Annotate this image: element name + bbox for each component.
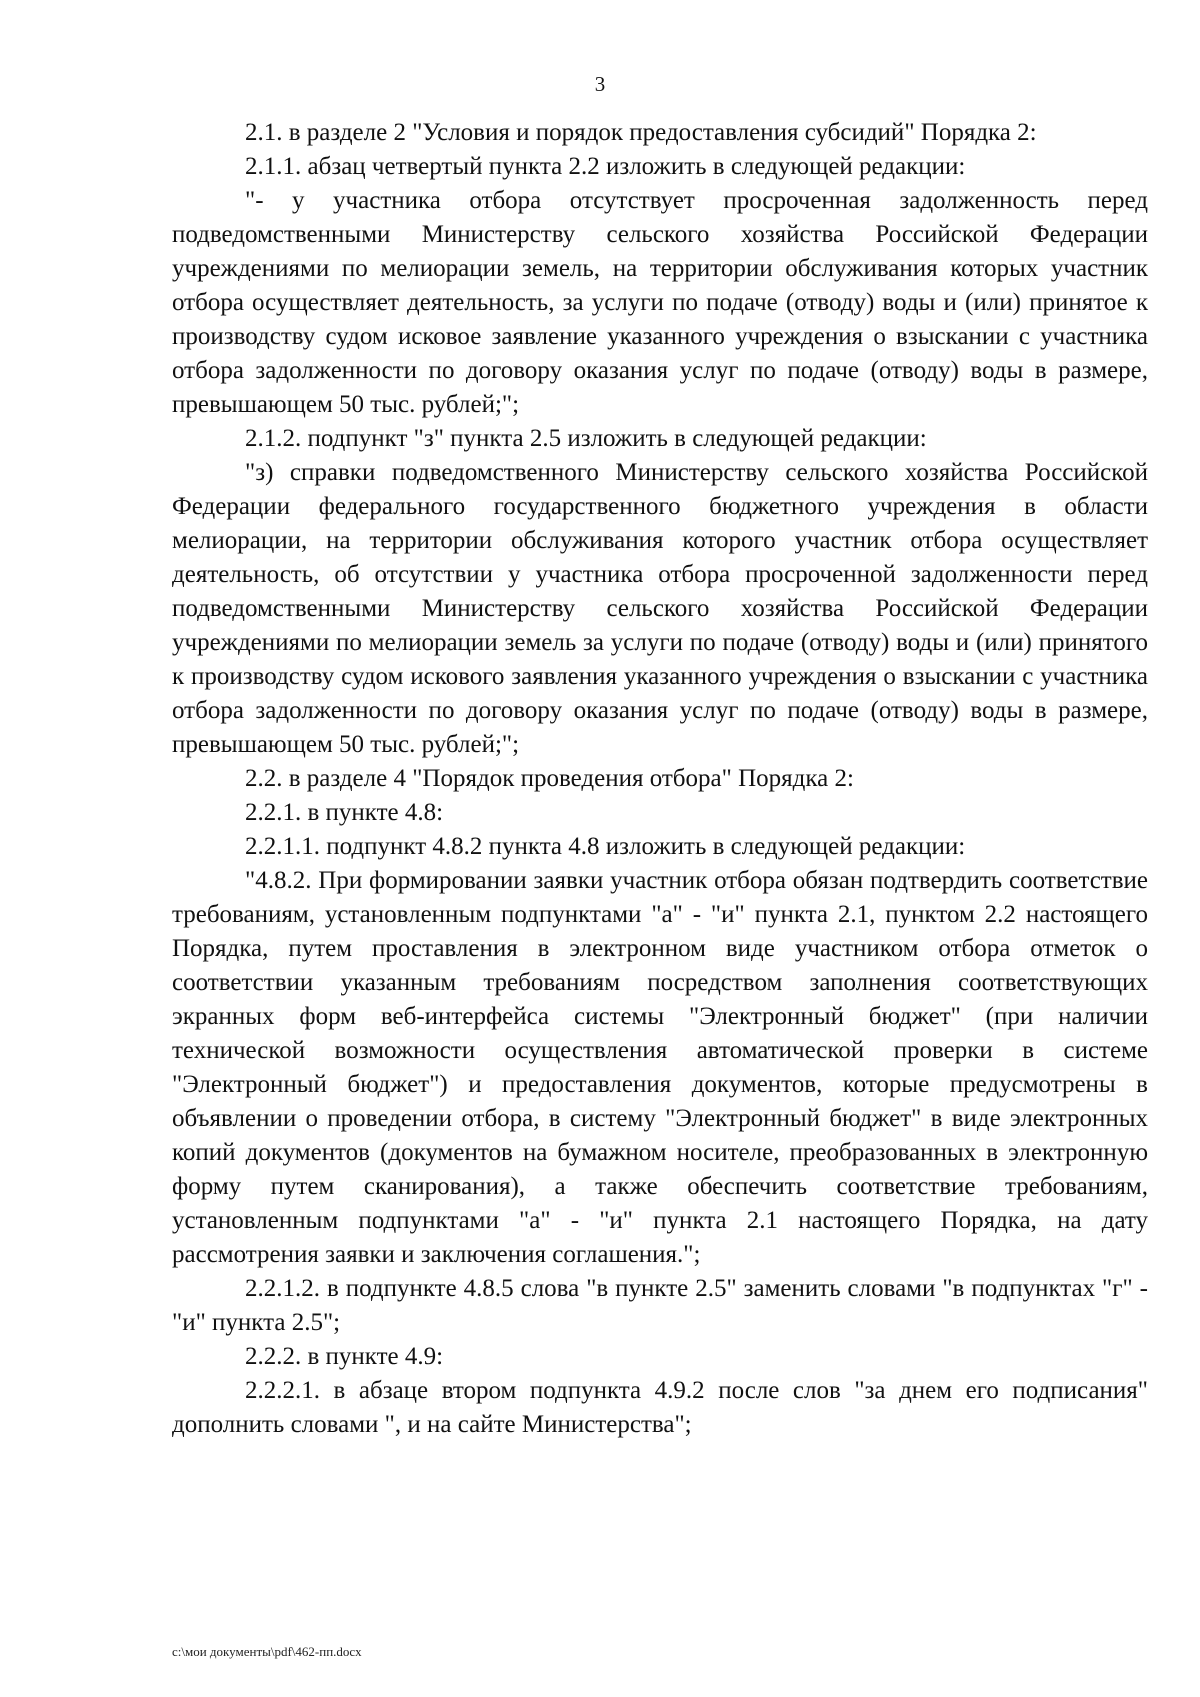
paragraph-2-2-1: 2.2.1. в пункте 4.8:	[245, 799, 444, 826]
paragraph-2-1-1: 2.1.1. абзац четвертый пункта 2.2 изложить в следующей редакции:	[245, 153, 966, 180]
paragraph-2-2-2: 2.2.2. в пункте 4.9:	[245, 1343, 444, 1370]
paragraph-2-2-1-2: 2.2.1.2. в подпункте 4.8.5 слова "в пункте 2.5" заменить словами "в подпунктах "г" - "и" пункта 2.5";	[172, 1275, 1148, 1336]
paragraph-2-1: 2.1. в разделе 2 "Условия и порядок предоставления субсидий" Порядка 2:	[245, 119, 1037, 146]
paragraph-2-2-2-1: 2.2.2.1. в абзаце втором подпункта 4.9.2 после слов "за днем его подписания" дополнить словами ", и на сайте Министерства";	[172, 1377, 1148, 1438]
paragraph-2-2-1-1: 2.2.1.1. подпункт 4.8.2 пункта 4.8 изложить в следующей редакции:	[245, 833, 966, 860]
document-body	[172, 116, 1148, 1442]
paragraph-2-2: 2.2. в разделе 4 "Порядок проведения отбора" Порядка 2:	[245, 765, 854, 792]
paragraph-2-2-quote: "- у участника отбора отсутствует просроченная задолженность перед подведомственными Министерству сельского хозяйства Российской Федерации учреждениями по мелиорации земель, на территории обслуживания которых участник отбора осуществляет деятельность, за услуги по подаче (отводу) воды и (или) принятое к производству судом исковое заявление указанного учреждения о взыскании с участника отбора задолженности по договору оказания услуг по подаче (отводу) воды в размере, превышающем 50 тыс. рублей;";	[172, 187, 1148, 418]
paragraph-2-1-2: 2.1.2. подпункт "з" пункта 2.5 изложить в следующей редакции:	[245, 425, 927, 452]
paragraph-4-8-2-quote: "4.8.2. При формировании заявки участник отбора обязан подтвердить соответствие требованиям, установленным подпунктами "а" - "и" пункта 2.1, пунктом 2.2 настоящего Порядка, путем проставления в электронном виде участником отбора отметок о соответствии указанным требованиям посредством заполнения соответствующих экранных форм веб-интерфейса системы "Электронный бюджет" (при наличии технической возможности осуществления автоматической проверки в системе "Электронный бюджет") и предоставления документов, которые предусмотрены в объявлении о проведении отбора, в систему "Электронный бюджет" в виде электронных копий документов (документов на бумажном носителе, преобразованных в электронную форму путем сканирования), а также обеспечить соответствие требованиям, установленным подпунктами "а" - "и" пункта 2.1 настоящего Порядка, на дату рассмотрения заявки и заключения соглашения.";	[172, 867, 1148, 1268]
paragraph-2-5-z-quote: "з) справки подведомственного Министерству сельского хозяйства Российской Федерации федерального государственного бюджетного учреждения в области мелиорации, на территории обслуживания которого участник отбора осуществляет деятельность, об отсутствии у участника отбора просроченной задолженности перед подведомственными Министерству сельского хозяйства Российской Федерации учреждениями по мелиорации земель за услуги по подаче (отводу) воды и (или) принятого к производству судом искового заявления указанного учреждения о взыскании с участника отбора задолженности по договору оказания услуг по подаче (отводу) воды в размере, превышающем 50 тыс. рублей;";	[172, 459, 1148, 758]
page-number: 3	[594, 72, 606, 96]
file-path-footer: c:\мои документы\pdf\462-пп.docx	[172, 1644, 362, 1659]
